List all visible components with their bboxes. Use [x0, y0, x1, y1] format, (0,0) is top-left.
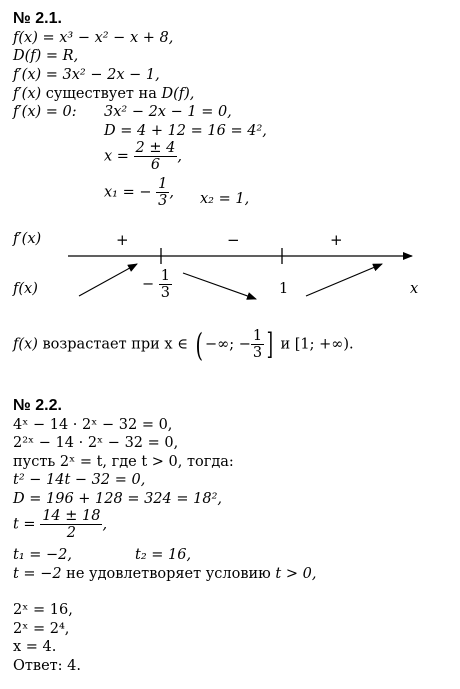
conclusion-text: возрастает при x ∈	[37, 336, 193, 353]
quadratic-in-t: t² − 14t − 32 = 0,	[13, 472, 146, 488]
root-x1-denominator: 3	[158, 193, 168, 209]
discriminant-t: D = 196 + 128 = 324 = 18²,	[13, 491, 222, 507]
answer-line	[13, 657, 81, 675]
derivative-expression: = 3x² − 2x − 1,	[41, 67, 160, 83]
problem-2-2-title: № 2.2.	[13, 397, 62, 414]
sign-row-derivative-label: f′(x)	[13, 231, 42, 247]
t1-rejection	[13, 565, 316, 583]
t-fraction-numerator: 14 ± 18	[42, 508, 101, 524]
quadratic-equation: 3x² − 2x − 1 = 0,	[104, 104, 232, 120]
interval1-fraction	[251, 328, 264, 361]
roots-formula-comma: ,	[177, 148, 182, 165]
domain-line: D(f) = R,	[13, 48, 79, 64]
answer-label: Ответ:	[13, 658, 63, 674]
sign-row-function-label: f(x)	[13, 281, 38, 297]
decrease-arrow-middle	[183, 273, 256, 299]
t2-value: t₂ = 16,	[135, 547, 192, 563]
rejection-condition: t > 0,	[275, 566, 317, 582]
t-fraction-denominator: 2	[66, 525, 76, 541]
derivative-lhs: f′(x)	[13, 67, 42, 83]
discriminant-line: D = 4 + 12 = 16 = 4²,	[104, 123, 267, 139]
root-x1-numerator: 1	[158, 176, 168, 192]
point1-minus: −	[142, 276, 155, 293]
substitution-a: пусть 2ˣ = t,	[13, 454, 108, 470]
derivative-exists-domain: D(f),	[161, 86, 195, 102]
t1-value: t₁ = −2,	[13, 547, 72, 563]
t-roots-formula	[13, 508, 107, 541]
point-minus-one-third	[142, 268, 172, 301]
roots-fraction-numerator: 2 ± 4	[135, 140, 176, 156]
increase-arrow-right	[306, 264, 382, 296]
close-bracket: ]	[266, 326, 274, 362]
point1-fraction	[159, 268, 172, 301]
exp-equation-2: 2²ˣ − 14 · 2ˣ − 32 = 0,	[13, 435, 179, 451]
roots-x-label: x =	[104, 148, 129, 165]
root-x1-comma: ,	[169, 184, 174, 201]
rejection-text: не удовлетворяет условию	[61, 566, 276, 582]
increase-arrow-left	[79, 264, 137, 296]
t-label: t =	[13, 516, 36, 533]
sign-diagram-svg	[0, 0, 460, 330]
answer-value: 4.	[67, 658, 82, 674]
sign-minus-middle: −	[227, 231, 240, 249]
sign-plus-right: +	[330, 231, 343, 249]
rejected-root: t = −2	[13, 566, 62, 582]
back-substitution-2: 2ˣ = 2⁴,	[13, 621, 70, 637]
critical-points-lhs: f′(x) = 0:	[13, 104, 77, 120]
back-substitution-1: 2ˣ = 16,	[13, 602, 73, 618]
t-fraction	[40, 508, 102, 541]
interval2: и [1; +∞).	[275, 336, 354, 353]
substitution-line	[13, 453, 234, 471]
interval1-denominator: 3	[252, 345, 263, 361]
exp-equation-1: 4ˣ − 14 · 2ˣ − 32 = 0,	[13, 417, 173, 433]
conclusion-fx: f(x)	[13, 336, 38, 353]
substitution-b: где t > 0, тогда:	[107, 454, 234, 470]
interval1-start: −∞; −	[205, 336, 251, 353]
root-x1-label: x₁ = −	[104, 184, 152, 201]
derivative-exists-lhs: f′(x)	[13, 86, 42, 102]
point-one-label: 1	[279, 281, 289, 297]
root-x2: x₂ = 1,	[200, 191, 250, 207]
problem-2-1-title: № 2.1.	[13, 10, 62, 27]
t-formula-comma: ,	[102, 516, 108, 533]
interval1-numerator: 1	[252, 328, 263, 344]
sign-plus-left: +	[116, 231, 129, 249]
fx-expression: = x³ − x² − x + 8,	[37, 30, 174, 46]
point1-numerator: 1	[160, 268, 170, 284]
derivative-exists-text: существует на	[41, 86, 162, 102]
monotonicity-conclusion	[13, 325, 354, 364]
fx-label: f(x)	[13, 30, 38, 46]
point1-denominator: 3	[160, 285, 170, 301]
solution-x: x = 4.	[13, 639, 57, 655]
open-paren: (	[195, 325, 203, 364]
axis-variable-label: x	[410, 281, 419, 297]
roots-fraction-denominator: 6	[150, 157, 161, 173]
